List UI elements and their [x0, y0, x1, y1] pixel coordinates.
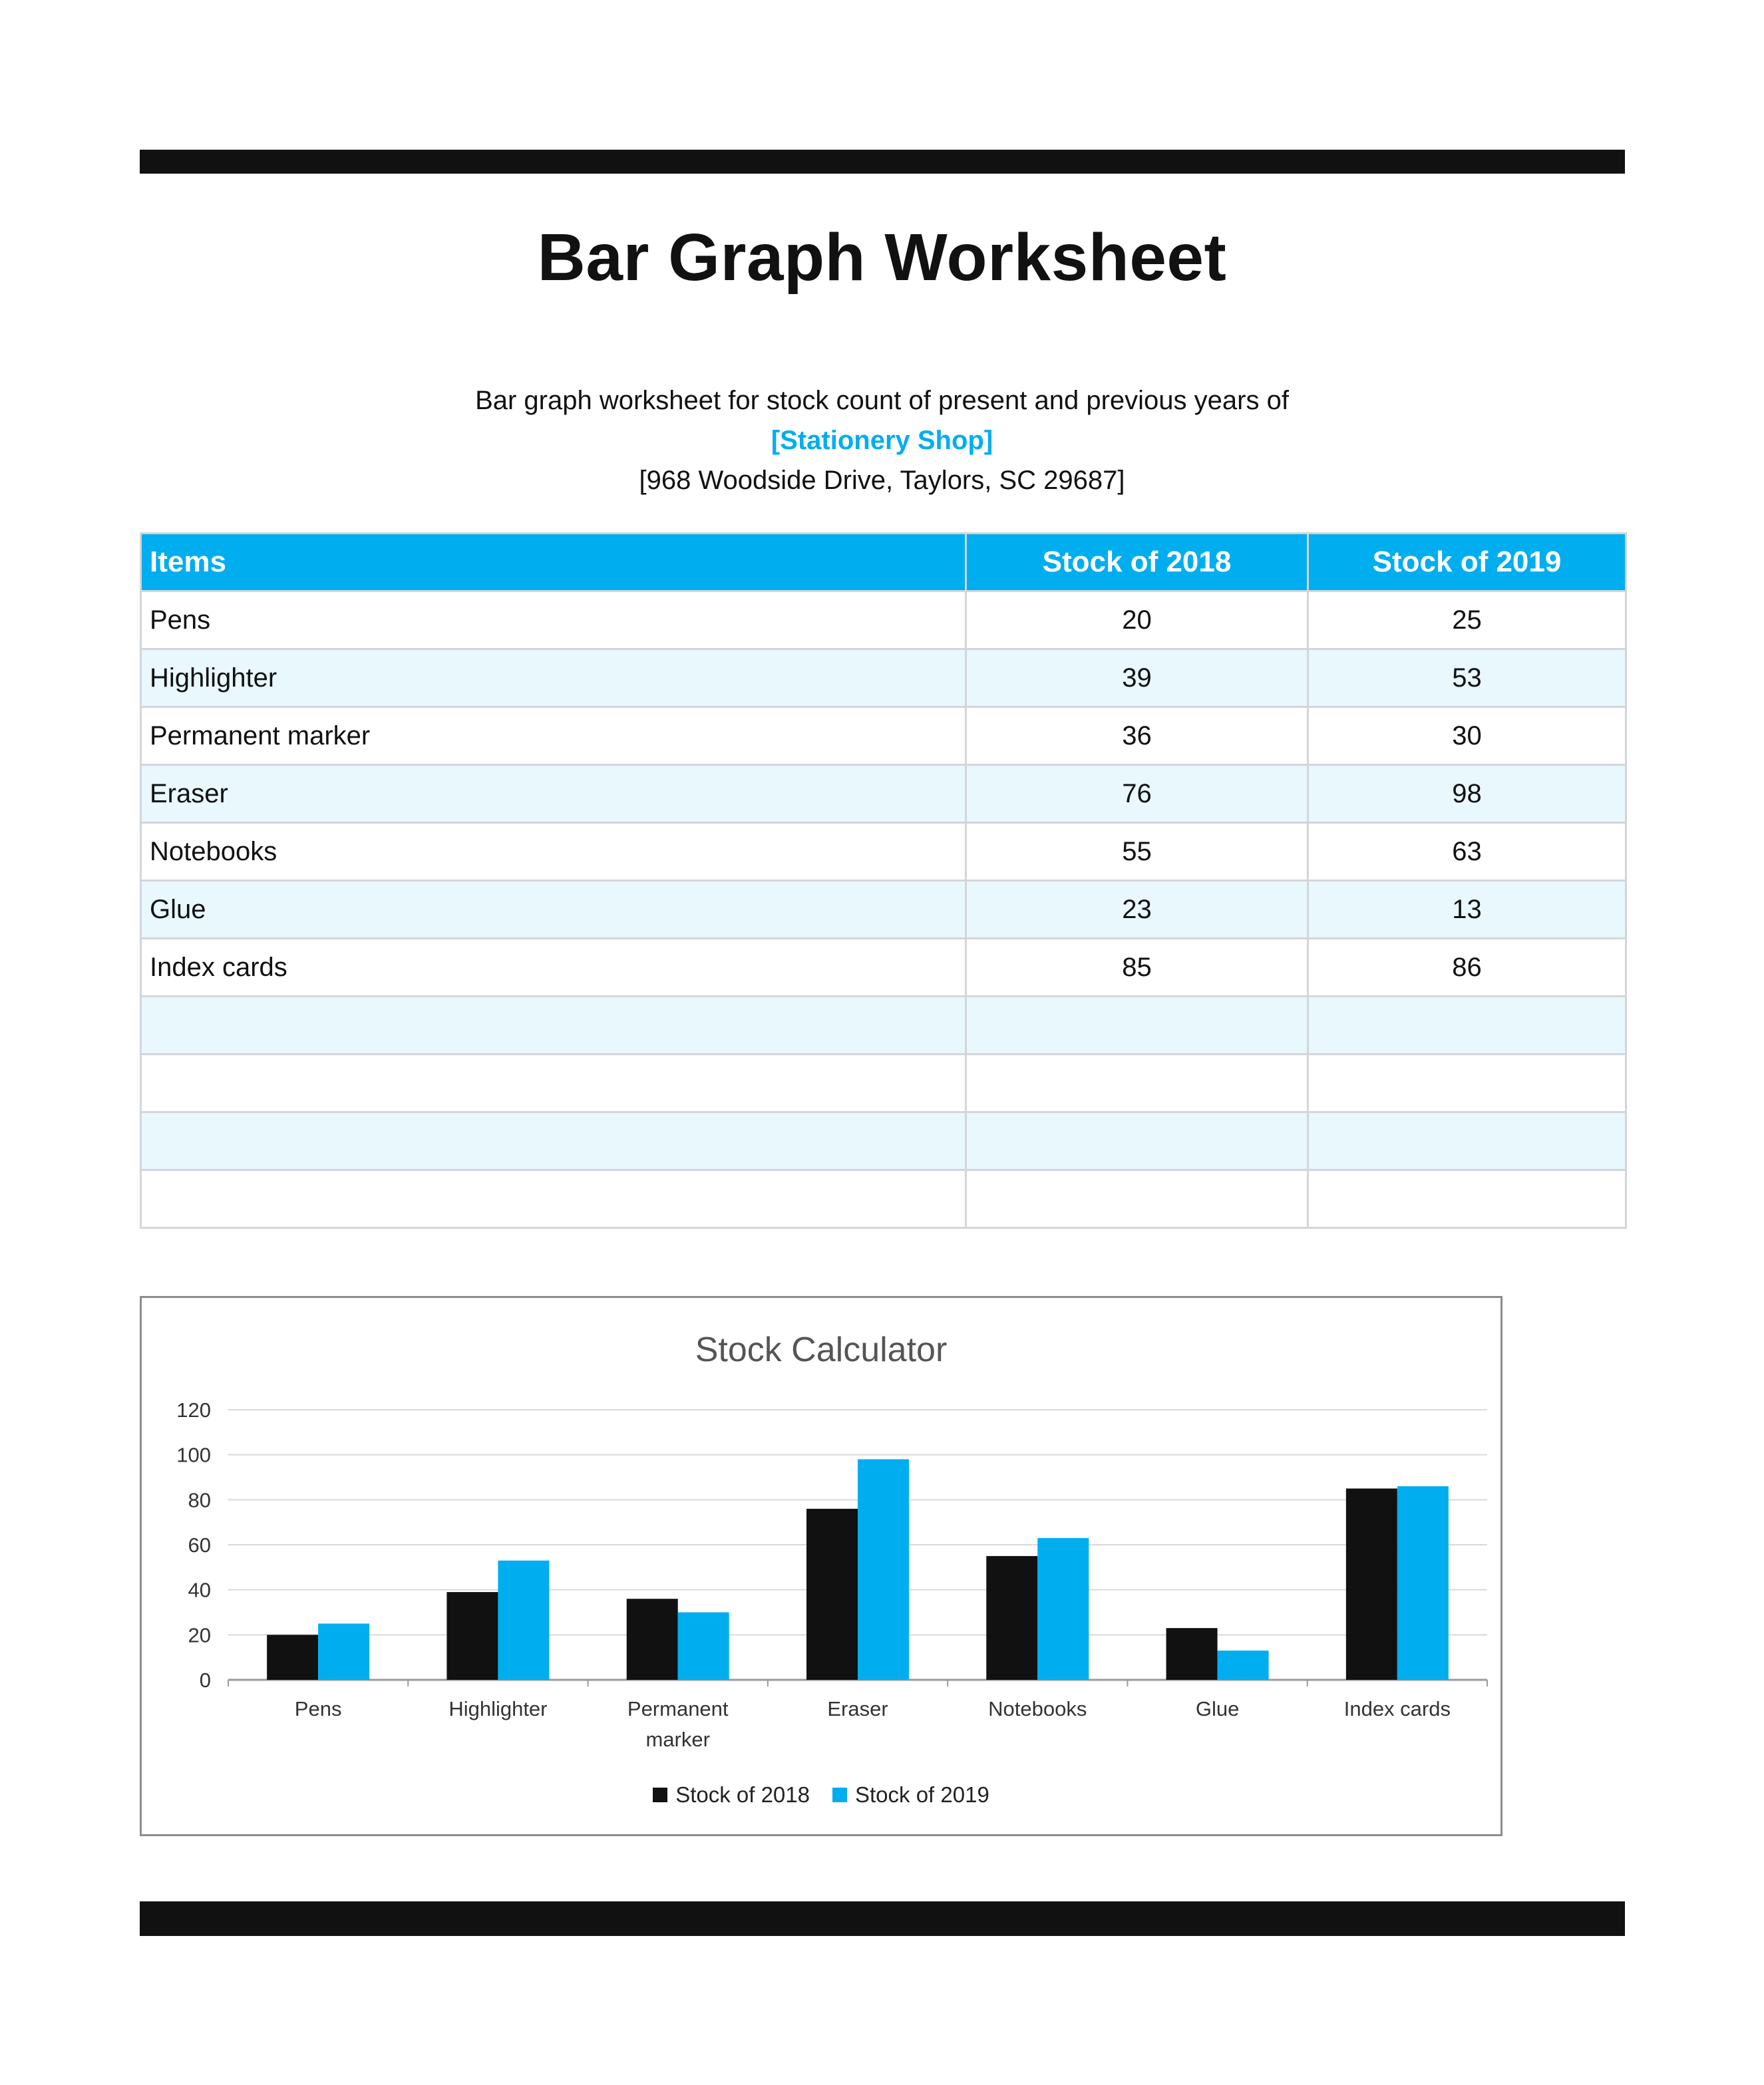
cell-item[interactable]: Pens [141, 591, 966, 649]
cell-item[interactable]: Eraser [141, 765, 966, 823]
chart-legend [142, 1782, 1500, 1808]
cell-stock-2019[interactable] [1308, 1112, 1626, 1170]
cell-item[interactable] [141, 1170, 966, 1228]
x-tick-label: Permanent [627, 1697, 729, 1720]
cell-stock-2019[interactable]: 98 [1308, 765, 1626, 823]
bar-stock-of-2018 [1346, 1488, 1397, 1680]
table-row [141, 707, 1626, 765]
cell-item[interactable]: Highlighter [141, 649, 966, 707]
shop-name: [Stationery Shop] [771, 426, 993, 455]
cell-stock-2018[interactable]: 55 [966, 823, 1308, 881]
cell-stock-2018[interactable]: 23 [966, 881, 1308, 939]
y-tick-label: 40 [188, 1578, 211, 1602]
table-row [141, 1170, 1626, 1228]
bar-stock-of-2018 [1166, 1628, 1218, 1680]
cell-item[interactable] [141, 997, 966, 1054]
y-tick-label: 80 [188, 1488, 211, 1512]
cell-stock-2019[interactable] [1308, 997, 1626, 1054]
table-row [141, 1054, 1626, 1112]
shop-address: [968 Woodside Drive, Taylors, SC 29687] [639, 466, 1125, 495]
y-tick-label: 100 [176, 1443, 211, 1467]
table-row [141, 997, 1626, 1054]
table-header-row [141, 534, 1626, 591]
y-tick-label: 20 [188, 1623, 211, 1647]
chart-box[interactable] [140, 1296, 1502, 1836]
x-tick-label: Index cards [1343, 1697, 1451, 1720]
table-row [141, 823, 1626, 881]
y-tick-label: 0 [199, 1669, 211, 1692]
table-row [141, 939, 1626, 997]
x-tick-label: Eraser [827, 1697, 888, 1720]
cell-item[interactable] [141, 1054, 966, 1112]
cell-stock-2018[interactable]: 20 [966, 591, 1308, 649]
cell-stock-2018[interactable]: 36 [966, 707, 1308, 765]
cell-stock-2019[interactable]: 53 [1308, 649, 1626, 707]
table-row [141, 591, 1626, 649]
bar-stock-of-2018 [986, 1556, 1037, 1680]
y-tick-label: 120 [176, 1398, 211, 1422]
cell-stock-2019[interactable]: 25 [1308, 591, 1626, 649]
legend-swatch [653, 1788, 667, 1802]
chart-title: Stock Calculator [695, 1331, 948, 1369]
bar-chart [142, 1298, 1500, 1834]
header-items: Items [141, 534, 966, 591]
x-tick-label: marker [645, 1728, 710, 1751]
legend-swatch [832, 1788, 847, 1802]
cell-stock-2019[interactable] [1308, 1054, 1626, 1112]
bar-stock-of-2019 [1218, 1651, 1269, 1680]
x-tick-label: Glue [1195, 1697, 1240, 1720]
intro-block [0, 381, 1764, 495]
x-tick-label: Pens [294, 1697, 342, 1720]
bottom-rule [140, 1901, 1625, 1936]
stock-table [140, 532, 1627, 1229]
cell-stock-2018[interactable]: 39 [966, 649, 1308, 707]
bar-stock-of-2019 [318, 1623, 369, 1680]
cell-item[interactable] [141, 1112, 966, 1170]
legend-label: Stock of 2018 [675, 1782, 810, 1807]
bar-stock-of-2018 [627, 1599, 678, 1680]
cell-item[interactable]: Notebooks [141, 823, 966, 881]
bar-stock-of-2019 [1397, 1486, 1449, 1680]
bar-stock-of-2019 [498, 1561, 549, 1680]
legend-label: Stock of 2019 [855, 1782, 989, 1807]
cell-item[interactable]: Glue [141, 881, 966, 939]
cell-stock-2018[interactable] [966, 1170, 1308, 1228]
bar-stock-of-2018 [446, 1592, 498, 1680]
bar-stock-of-2019 [858, 1459, 909, 1680]
header-stock-2019: Stock of 2019 [1308, 534, 1626, 591]
cell-item[interactable]: Index cards [141, 939, 966, 997]
legend-item [653, 1782, 810, 1808]
bar-stock-of-2018 [267, 1635, 318, 1680]
page-title: Bar Graph Worksheet [537, 220, 1227, 295]
table-row [141, 649, 1626, 707]
x-tick-label: Highlighter [448, 1697, 548, 1720]
bar-stock-of-2019 [678, 1613, 729, 1681]
cell-stock-2019[interactable]: 86 [1308, 939, 1626, 997]
cell-stock-2019[interactable]: 30 [1308, 707, 1626, 765]
top-rule [140, 150, 1625, 174]
cell-stock-2018[interactable] [966, 997, 1308, 1054]
x-tick-label: Notebooks [988, 1697, 1087, 1720]
cell-stock-2019[interactable]: 63 [1308, 823, 1626, 881]
legend-item [832, 1782, 989, 1808]
y-tick-label: 60 [188, 1533, 211, 1557]
bar-stock-of-2018 [806, 1509, 858, 1680]
intro-line: Bar graph worksheet for stock count of present and previous years of [475, 386, 1289, 415]
cell-stock-2018[interactable]: 76 [966, 765, 1308, 823]
cell-stock-2019[interactable]: 13 [1308, 881, 1626, 939]
table-row [141, 881, 1626, 939]
cell-stock-2018[interactable]: 85 [966, 939, 1308, 997]
bar-stock-of-2019 [1037, 1538, 1089, 1680]
header-stock-2018: Stock of 2018 [966, 534, 1308, 591]
cell-stock-2019[interactable] [1308, 1170, 1626, 1228]
cell-item[interactable]: Permanent marker [141, 707, 966, 765]
table-row [141, 765, 1626, 823]
cell-stock-2018[interactable] [966, 1054, 1308, 1112]
table-row [141, 1112, 1626, 1170]
cell-stock-2018[interactable] [966, 1112, 1308, 1170]
